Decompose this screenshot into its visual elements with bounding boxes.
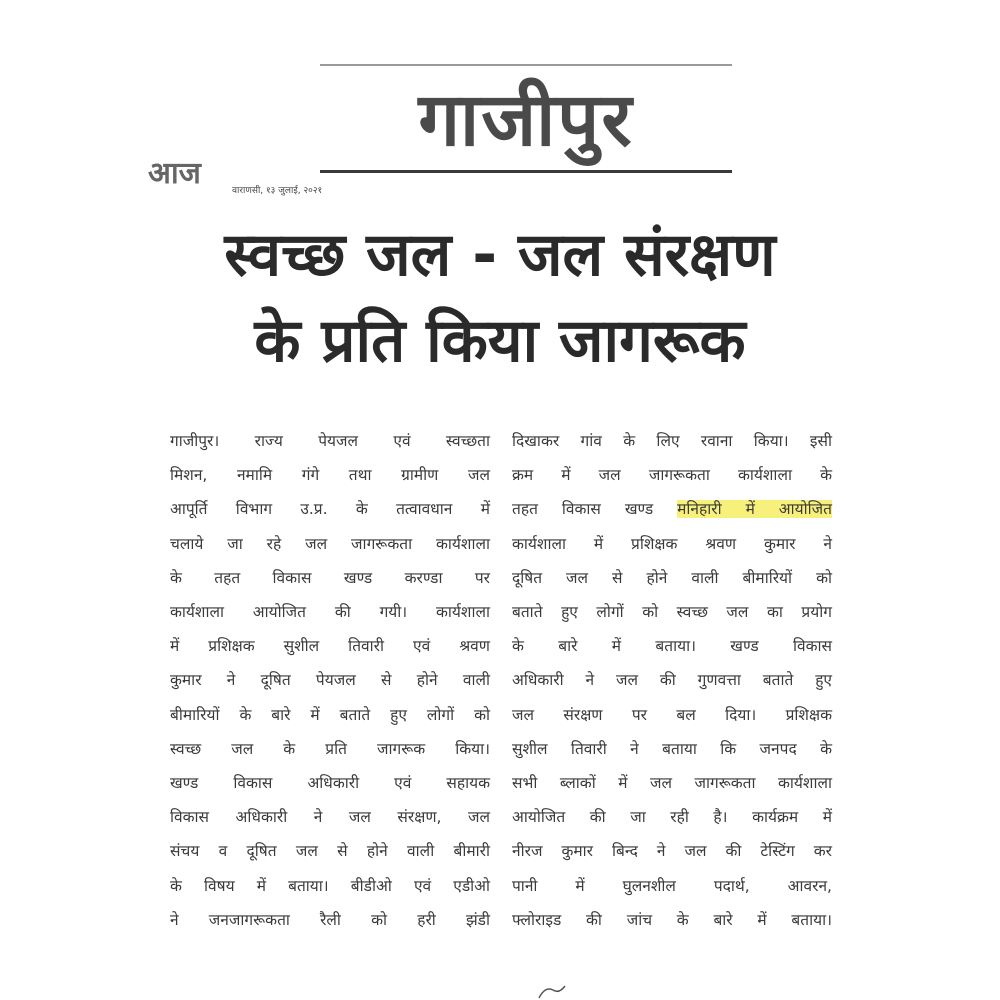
article-line: अधिकारी ने जल की गुणवत्ता बताते हुए [512, 671, 832, 690]
article-line: क्रम में जल जागरूकता कार्यशाला के [512, 466, 832, 485]
article-line: आपूर्ति विभाग उ.प्र. के तत्वावधान में [170, 500, 490, 519]
article-line: चलाये जा रहे जल जागरूकता कार्यशाला [170, 534, 490, 553]
article-line: खण्ड विकास अधिकारी एवं सहायक [170, 774, 490, 793]
article-line: कार्यशाला आयोजित की गयी। कार्यशाला [170, 603, 490, 622]
article-line: कार्यशाला में प्रशिक्षक श्रवण कुमार ने [512, 534, 832, 553]
article-line: सुशील तिवारी ने बताया कि जनपद के [512, 739, 832, 758]
article-line: दूषित जल से होने वाली बीमारियों को [512, 568, 832, 587]
article-line: सभी ब्लाकों में जल जागरूकता कार्यशाला [512, 774, 832, 793]
headline-line-1: स्वच्छ जल - जल संरक्षण [224, 220, 776, 290]
article-line: बीमारियों के बारे में बताते हुए लोगों को [170, 705, 490, 724]
article-line: संचय व दूषित जल से होने वाली बीमारी [170, 842, 490, 861]
article-line: गाजीपुर। राज्य पेयजल एवं स्वच्छता [170, 432, 490, 450]
article-line [512, 492, 832, 526]
article-line: मिशन, नमामि गंगे तथा ग्रामीण जल [170, 466, 490, 485]
article-line-text: तहत विकास खण्ड [512, 500, 678, 519]
scan-mark [535, 982, 575, 1000]
masthead-logo: आज [148, 156, 201, 191]
article-line: जल संरक्षण पर बल दिया। प्रशिक्षक [512, 705, 832, 724]
section-rule-top [320, 64, 732, 66]
section-rule-bottom [320, 170, 732, 173]
article-line: के बारे में बताया। खण्ड विकास [512, 637, 832, 656]
article-line: में प्रशिक्षक सुशील तिवारी एवं श्रवण [170, 637, 490, 656]
article-line: दिखाकर गांव के लिए रवाना किया। इसी [512, 432, 832, 450]
article-line: विकास अधिकारी ने जल संरक्षण, जल [170, 808, 490, 827]
article-line: के तहत विकास खण्ड करण्डा पर [170, 568, 490, 587]
article-line: नीरज कुमार बिन्द ने जल की टेस्टिंग कर [512, 842, 832, 861]
headline [150, 212, 850, 384]
article-line: के विषय में बताया। बीडीओ एवं एडीओ [170, 876, 490, 895]
section-title: गाजीपुर [418, 77, 634, 163]
article-line: ने जनजागरूकता रैली को हरी झंडी [170, 910, 490, 929]
article-line: बताते हुए लोगों को स्वच्छ जल का प्रयोग [512, 603, 832, 622]
highlighted-text: मनिहारी में आयोजित [677, 500, 833, 519]
article-line: फ्लोराइड की जांच के बारे में बताया। [512, 910, 832, 929]
dateline: वाराणसी, १३ जुलाई, २०२१ [232, 186, 323, 196]
article-line: आयोजित की जा रही है। कार्यक्रम में [512, 808, 832, 827]
article-column-left [170, 424, 490, 937]
article-line: स्वच्छ जल के प्रति जागरूक किया। [170, 739, 490, 758]
article-line: पानी में घुलनशील पदार्थ, आवरन, [512, 876, 832, 895]
headline-line-2: के प्रति किया जागरूक [254, 306, 746, 376]
article-line: कुमार ने दूषित पेयजल से होने वाली [170, 671, 490, 690]
article-column-right [512, 424, 832, 937]
